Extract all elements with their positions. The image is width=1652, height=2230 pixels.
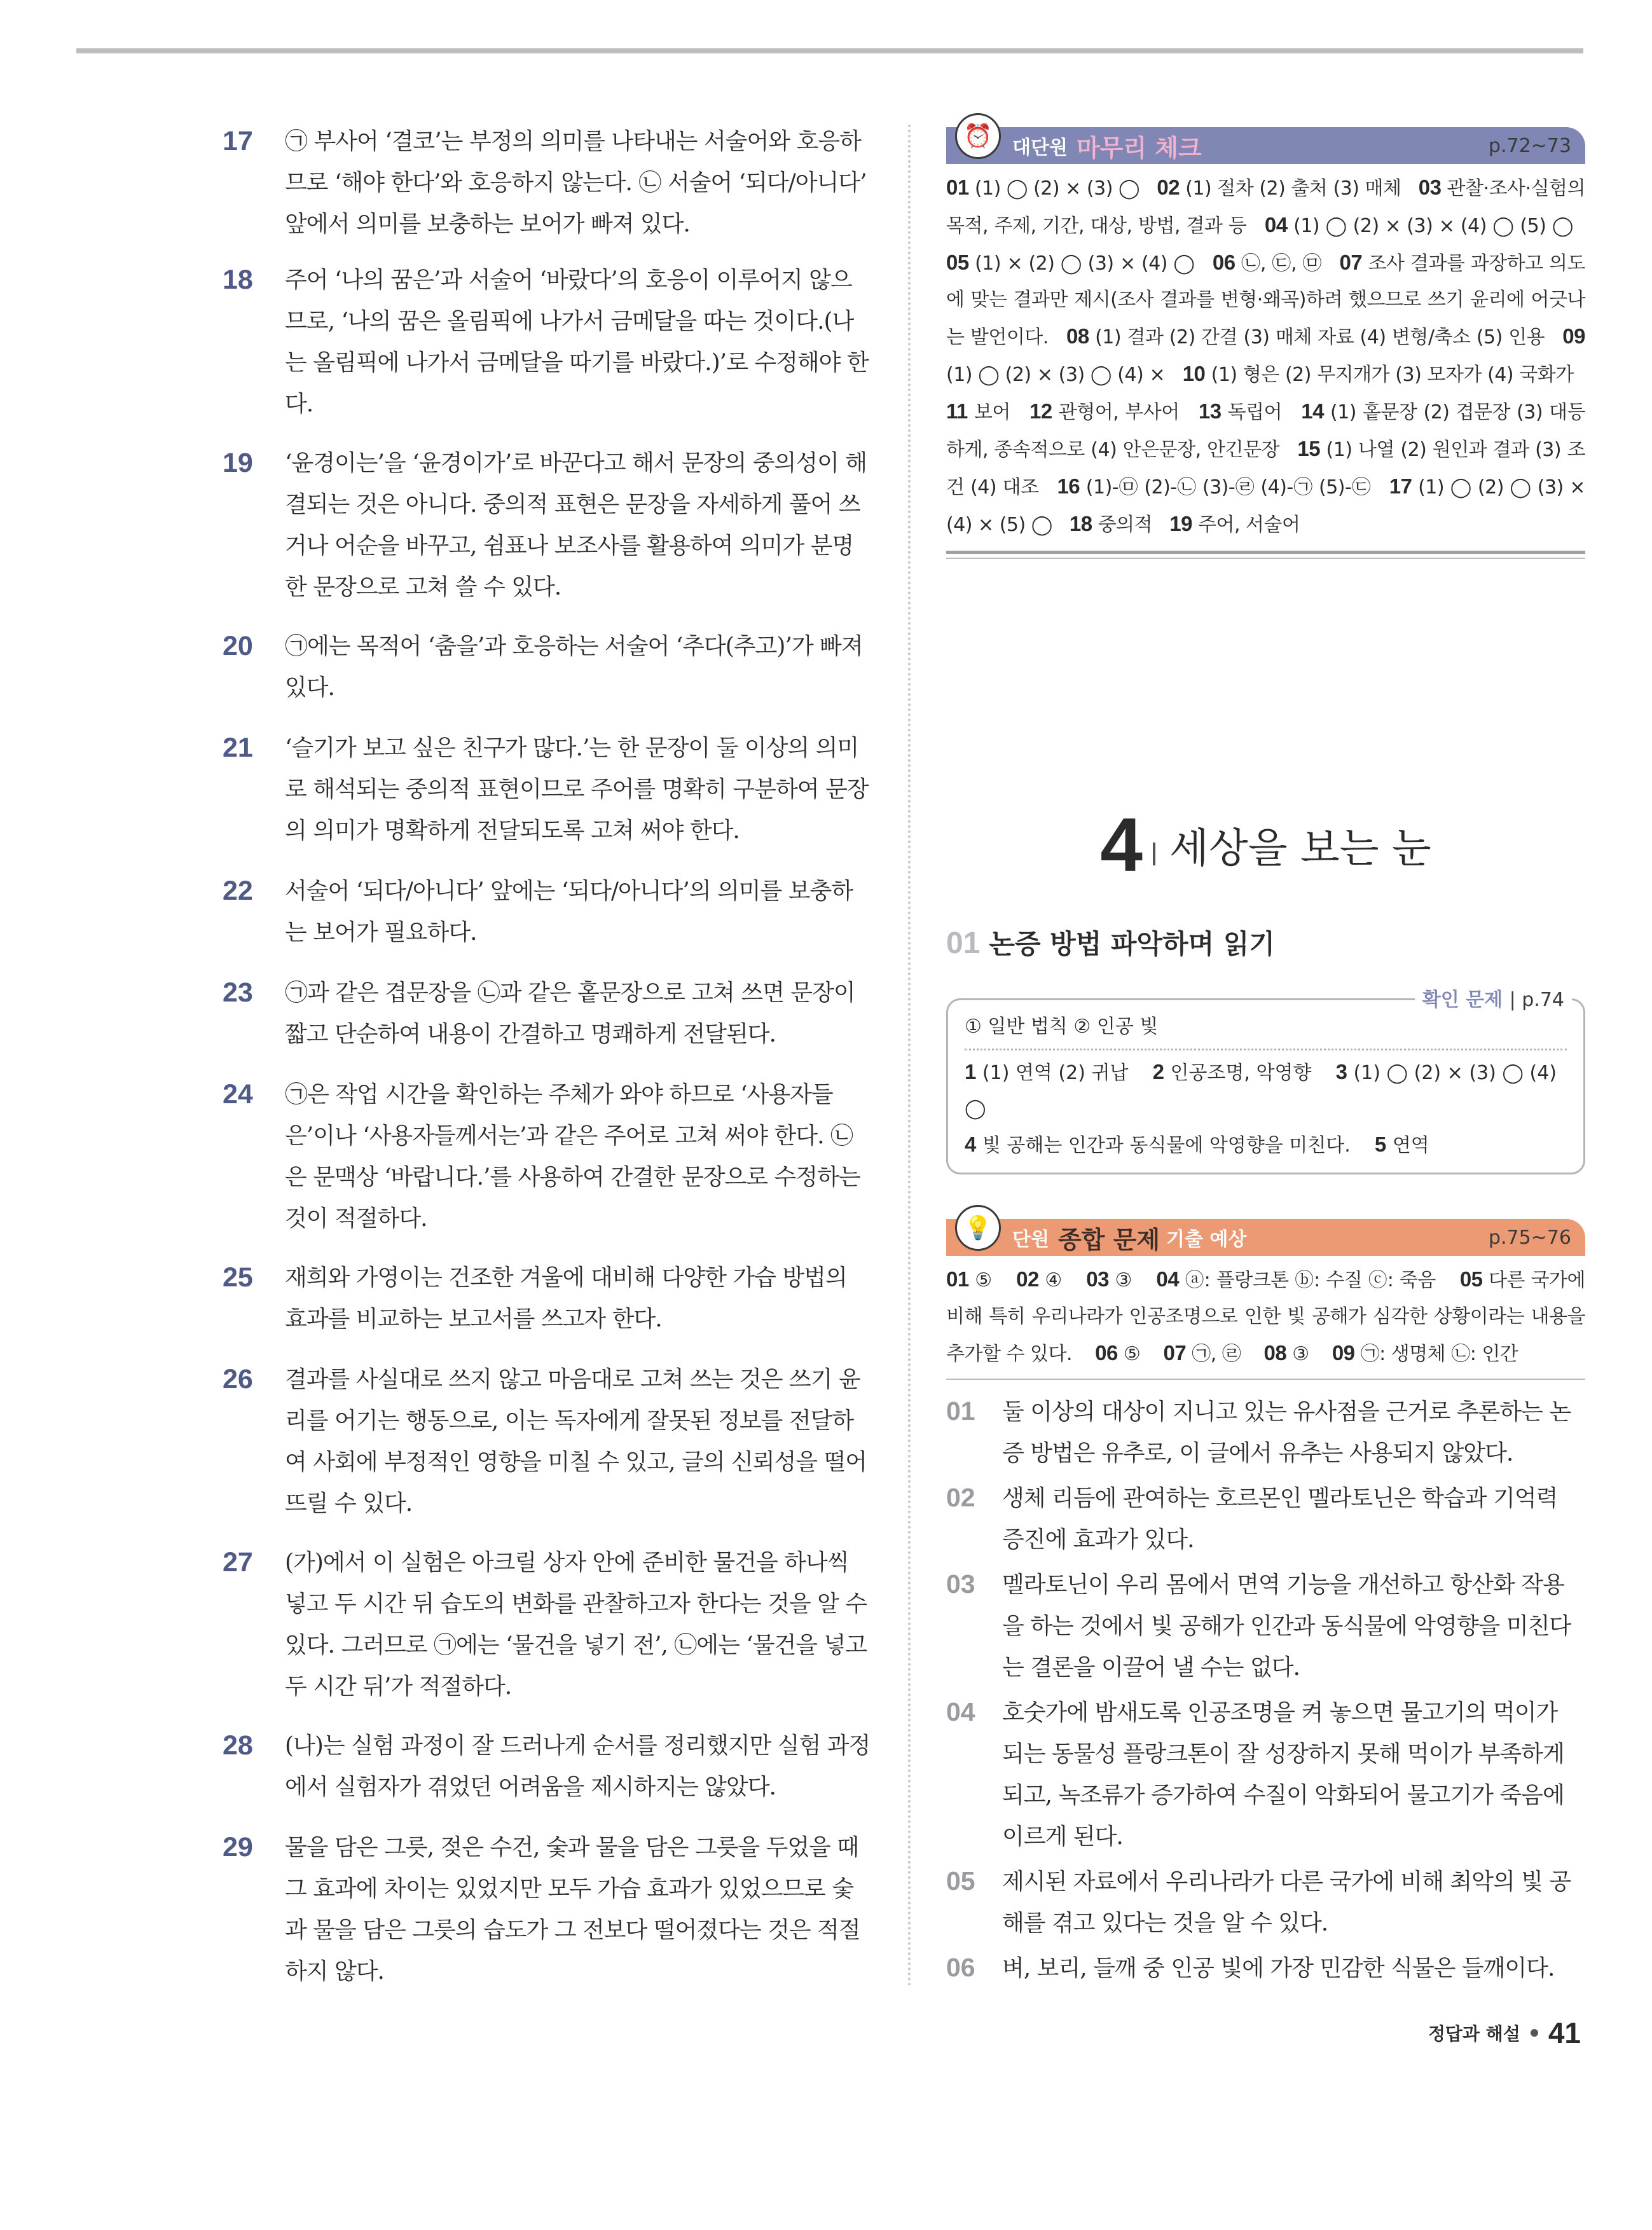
answer-entry: 08 (1) 결과 (2) 간결 (3) 매체 자료 (4) 변형/축소 (5) 인용 bbox=[1066, 324, 1545, 348]
answer-item bbox=[223, 443, 871, 626]
answer-text: ㉠은 작업 시간을 확인하는 주체가 와야 하므로 ‘사용자들은’이나 ‘사용자들께서는’과 같은 주어로 고쳐 써야 한다. ㉡은 문맥상 ‘바랍니다.’를 사용하여 간결한 문장으로 수정하는 것이 적절하다. bbox=[285, 1082, 860, 1232]
answer-item bbox=[223, 727, 871, 871]
answer-entry: 10 (1) 형은 (2) 무지개가 (3) 모자가 (4) 국화가 bbox=[1182, 362, 1574, 386]
answer-item bbox=[223, 1257, 871, 1359]
answer-entry: 09 ㉠: 생명체 ㉡: 인간 bbox=[1332, 1341, 1518, 1365]
explanation-text: 벼, 보리, 들깨 중 인공 빛에 가장 민감한 식물은 들깨이다. bbox=[1002, 1955, 1555, 1981]
review-answers bbox=[946, 169, 1585, 543]
answer-entry: 2 인공조명, 악영향 bbox=[1152, 1060, 1312, 1084]
answer-text: ‘윤경이는’을 ‘윤경이가’로 바꾼다고 해서 문장의 중의성이 해결되는 것은 아니다. 중의적 표현은 문장을 자세하게 풀어 쓰거나 어순을 바꾸고, 쉼표나 보조사를 활용하여 의미가 분명한 문장으로 고쳐 쓸 수 있다. bbox=[285, 450, 867, 600]
chapter-number: 4 bbox=[1100, 802, 1143, 888]
answer-entry: 11 보어 bbox=[946, 399, 1010, 423]
explanation-item bbox=[946, 1478, 1585, 1560]
subsection-heading bbox=[946, 923, 1585, 961]
subsection-number: 01 bbox=[946, 926, 981, 960]
alarm-clock-icon: ⏰ bbox=[955, 113, 1001, 159]
answer-number: 22 bbox=[223, 876, 253, 906]
answer-entry: 05 다른 국가에 비해 특히 우리나라가 인공조명으로 인한 빛 공해가 심각한 상황이라는 내용을 추가할 수 있다. bbox=[946, 1267, 1585, 1365]
answer-entry: 3 (1) ◯ (2) × (3) ◯ (4) ◯ bbox=[965, 1060, 1557, 1120]
explanation-number: 05 bbox=[946, 1866, 975, 1896]
answer-item bbox=[223, 626, 871, 727]
explanation-text: 둘 이상의 대상이 지니고 있는 유사점을 근거로 추론하는 논증 방법은 유추로, 이 글에서 유추는 사용되지 않았다. bbox=[1002, 1399, 1571, 1466]
answer-text: (나)는 실험 과정이 잘 드러나게 순서를 정리했지만 실험 과정에서 실험자가 겪었던 어려움을 제시하지는 않았다. bbox=[285, 1733, 871, 1800]
explanation-text: 멜라토닌이 우리 몸에서 면역 기능을 개선하고 항산화 작용을 하는 것에서 빛 공해가 인간과 동식물에 악영향을 미친다는 결론을 이끌어 낼 수는 없다. bbox=[1002, 1572, 1571, 1681]
answer-item bbox=[223, 259, 871, 443]
answer-entry: 01 (1) ◯ (2) × (3) ◯ bbox=[946, 176, 1140, 200]
answer-entry: 09 (1) ◯ (2) × (3) ◯ (4) × bbox=[946, 324, 1586, 386]
answer-text: 주어 ‘나의 꿈은’과 서술어 ‘바랐다’의 호응이 이루어지 않으므로, ‘나의 꿈은 올림픽에 나가서 금메달을 따는 것이다.(나는 올림픽에 나가서 금메달을 따기를 바랐다.)’로 수정해야 한다. bbox=[285, 267, 869, 417]
subsection-title: 논증 방법 파악하며 읽기 bbox=[989, 928, 1275, 960]
explanation-item bbox=[946, 1861, 1585, 1944]
answer-number: 18 bbox=[223, 265, 253, 295]
answer-item bbox=[223, 1542, 871, 1725]
answer-text: 재희와 가영이는 건조한 겨울에 대비해 다양한 가습 방법의 효과를 비교하는 보고서를 쓰고자 한다. bbox=[285, 1265, 847, 1332]
explanation-item bbox=[946, 1391, 1585, 1474]
section-rule-thin bbox=[946, 558, 1585, 559]
section-page-ref: p.75~76 bbox=[1488, 1226, 1571, 1249]
unit-test-answers bbox=[946, 1261, 1585, 1372]
check-page-ref: p.74 bbox=[1522, 989, 1564, 1011]
explanation-item bbox=[946, 1564, 1585, 1688]
section-accent-title: 종합 문제 bbox=[1057, 1225, 1160, 1254]
answer-number: 23 bbox=[223, 977, 253, 1008]
explanation-number: 06 bbox=[946, 1953, 975, 1982]
answer-item bbox=[223, 972, 871, 1074]
lightbulb-icon: 💡 bbox=[955, 1205, 1001, 1251]
section-accent-title: 마무리 체크 bbox=[1076, 133, 1202, 162]
answer-entry: 07 조사 결과를 과장하고 의도에 맞는 결과만 제시(조사 결과를 변형·왜곡)하려 했으므로 쓰기 윤리에 어긋나는 발언이다. bbox=[946, 251, 1585, 348]
answer-entry: 03 관찰·조사·실험의 목적, 주제, 기간, 대상, 방법, 결과 등 bbox=[946, 176, 1586, 237]
explanation-number: 03 bbox=[946, 1569, 975, 1599]
answer-entry: 07 ㉠, ㉣ bbox=[1163, 1341, 1241, 1365]
answer-entry: 4 빛 공해는 인간과 동식물에 악영향을 미친다. bbox=[965, 1132, 1351, 1157]
answer-text: 물을 담은 그릇, 젖은 수건, 숯과 물을 담은 그릇을 두었을 때 그 효과에 차이는 있었지만 모두 가습 효과가 있었으므로 숯과 물을 담은 그릇의 습도가 그 전보다 떨어졌다는 것은 적절하지 않다. bbox=[285, 1834, 860, 1985]
check-label: 확인 문제 | p.74 bbox=[1415, 984, 1572, 1012]
answer-number: 25 bbox=[223, 1262, 253, 1293]
explanation-text: 호숫가에 밤새도록 인공조명을 켜 놓으면 물고기의 먹이가 되는 동물성 플랑크톤이 잘 성장하지 못해 먹이가 부족하게 되고, 녹조류가 증가하여 수질이 악화되어 물고기가 죽음에 이르게 된다. bbox=[1002, 1700, 1564, 1850]
section-header-unit-test bbox=[946, 1215, 1585, 1256]
answer-entry: 5 연역 bbox=[1374, 1132, 1429, 1157]
answer-text: (가)에서 이 실험은 아크릴 상자 안에 준비한 물건을 하나씩 넣고 두 시간 뒤 습도의 변화를 관찰하고자 한다는 것을 알 수 있다. 그러므로 ㉠에는 ‘물건을 넣기 전’, ㉡에는 ‘물건을 넣고 두 시간 뒤’가 적절하다. bbox=[285, 1550, 867, 1700]
section-label: 단원 bbox=[1012, 1229, 1049, 1251]
answer-entry: 17 (1) ◯ (2) ◯ (3) × (4) × (5) ◯ bbox=[946, 474, 1586, 536]
answer-item bbox=[223, 121, 871, 259]
section-rule-thin bbox=[946, 1379, 1585, 1380]
explanation-number: 02 bbox=[946, 1483, 975, 1512]
explanation-item bbox=[946, 1948, 1585, 1989]
explanation-number: 04 bbox=[946, 1697, 975, 1726]
footer-bullet bbox=[1531, 2029, 1538, 2037]
answer-entry: 19 주어, 서술어 bbox=[1169, 512, 1300, 536]
answer-item bbox=[223, 871, 871, 972]
answer-entry: 15 (1) 나열 (2) 원인과 결과 (3) 조건 (4) 대조 bbox=[946, 437, 1585, 499]
right-column bbox=[946, 123, 1586, 1989]
answer-entry: 06 ㉡, ㉢, ㉤ bbox=[1212, 251, 1322, 275]
chapter-title: 세상을 보는 눈 bbox=[1169, 825, 1431, 872]
explanation-item bbox=[946, 1692, 1585, 1857]
check-answers bbox=[965, 1050, 1567, 1164]
top-rule bbox=[76, 48, 1583, 53]
answer-item bbox=[223, 1074, 871, 1257]
answer-number: 27 bbox=[223, 1547, 253, 1578]
answer-number: 28 bbox=[223, 1730, 253, 1761]
answer-item bbox=[223, 1359, 871, 1542]
check-row-fill-in: ① 일반 법칙 ② 인공 빛 bbox=[965, 1009, 1567, 1050]
answer-entry: 06 ⑤ bbox=[1095, 1341, 1141, 1365]
answer-text: ㉠에는 목적어 ‘춤을’과 호응하는 서술어 ‘추다(추고)’가 빠져 있다. bbox=[285, 633, 863, 701]
answer-text: ‘슬기가 보고 싶은 친구가 많다.’는 한 문장이 둘 이상의 의미로 해석되는 중의적 표현이므로 주어를 명확히 구분하여 문장의 의미가 명확하게 전달되도록 고쳐 써야 한다. bbox=[285, 735, 869, 844]
answer-item bbox=[223, 1827, 871, 1992]
answer-entry: 08 ③ bbox=[1263, 1341, 1309, 1365]
answer-text: ㉠과 같은 겹문장을 ㉡과 같은 홑문장으로 고쳐 쓰면 문장이 짧고 단순하여 내용이 간결하고 명쾌하게 전달된다. bbox=[285, 980, 855, 1047]
page-footer bbox=[1428, 2016, 1581, 2050]
check-problem-box bbox=[946, 989, 1585, 1174]
section-header-review bbox=[946, 123, 1585, 164]
answer-entry: 04 (1) ◯ (2) × (3) × (4) ◯ (5) ◯ bbox=[1264, 213, 1574, 237]
footer-label: 정답과 해설 bbox=[1428, 2023, 1520, 2044]
answer-number: 26 bbox=[223, 1364, 253, 1394]
answer-entry: 14 (1) 홑문장 (2) 겹문장 (3) 대등하게, 종속적으로 (4) 안은문장, 안긴문장 bbox=[946, 399, 1586, 461]
answer-number: 21 bbox=[223, 733, 253, 763]
answer-text: 서술어 ‘되다/아니다’ 앞에는 ‘되다/아니다’의 의미를 보충하는 보어가 필요하다. bbox=[285, 878, 853, 946]
answer-entry: 03 ③ bbox=[1086, 1267, 1132, 1291]
answer-entry: 01 ⑤ bbox=[946, 1267, 993, 1291]
answer-number: 24 bbox=[223, 1079, 253, 1110]
answer-entry: 12 관형어, 부사어 bbox=[1029, 399, 1180, 423]
answer-entry: 16 (1)-㉤ (2)-㉡ (3)-㉣ (4)-㉠ (5)-㉢ bbox=[1057, 474, 1371, 499]
answer-text: 결과를 사실대로 쓰지 않고 마음대로 고쳐 쓰는 것은 쓰기 윤리를 어기는 행동으로, 이는 독자에게 잘못된 정보를 전달하여 사회에 부정적인 영향을 미칠 수 있고, 글의 신뢰성을 떨어뜨릴 수 있다. bbox=[285, 1366, 867, 1517]
answer-entry: 1 (1) 연역 (2) 귀납 bbox=[965, 1060, 1129, 1084]
unit-test-explanations bbox=[946, 1391, 1585, 1989]
answer-entry: 02 (1) 절차 (2) 출처 (3) 매체 bbox=[1157, 176, 1401, 200]
column-divider bbox=[908, 125, 911, 1988]
left-answer-column bbox=[223, 121, 871, 1992]
chapter-heading bbox=[946, 797, 1585, 893]
answer-item bbox=[223, 1725, 871, 1827]
answer-entry: 18 중의적 bbox=[1069, 512, 1153, 536]
answer-text: ㉠ 부사어 ‘결코’는 부정의 의미를 나타내는 서술어와 호응하므로 ‘해야 한다’와 호응하지 않는다. ㉡ 서술어 ‘되다/아니다’ 앞에서 의미를 보충하는 보어가 빠져 있다. bbox=[285, 128, 867, 237]
chapter-separator bbox=[1153, 843, 1155, 865]
answer-entry: 04 ⓐ: 플랑크톤 ⓑ: 수질 ⓒ: 죽음 bbox=[1156, 1267, 1436, 1291]
page-number: 41 bbox=[1548, 2016, 1581, 2049]
answer-entry: 02 ④ bbox=[1016, 1267, 1063, 1291]
answer-entry: 13 독립어 bbox=[1198, 399, 1283, 423]
answer-number: 19 bbox=[223, 448, 253, 478]
explanation-text: 생체 리듬에 관여하는 호르몬인 멜라토닌은 학습과 기억력 증진에 효과가 있다. bbox=[1002, 1485, 1558, 1553]
section-label: 대단원 bbox=[1012, 137, 1068, 159]
answer-entry: 05 (1) × (2) ◯ (3) × (4) ◯ bbox=[946, 251, 1195, 275]
section-page-ref: p.72~73 bbox=[1488, 134, 1571, 157]
answer-number: 17 bbox=[223, 126, 253, 156]
explanation-number: 01 bbox=[946, 1396, 975, 1426]
answer-number: 29 bbox=[223, 1832, 253, 1862]
explanation-text: 제시된 자료에서 우리나라가 다른 국가에 비해 최악의 빛 공해를 겪고 있다는 것을 알 수 있다. bbox=[1002, 1869, 1571, 1936]
section-subtitle: 기출 예상 bbox=[1166, 1229, 1247, 1251]
section-rule bbox=[946, 551, 1585, 554]
answer-number: 20 bbox=[223, 631, 253, 661]
